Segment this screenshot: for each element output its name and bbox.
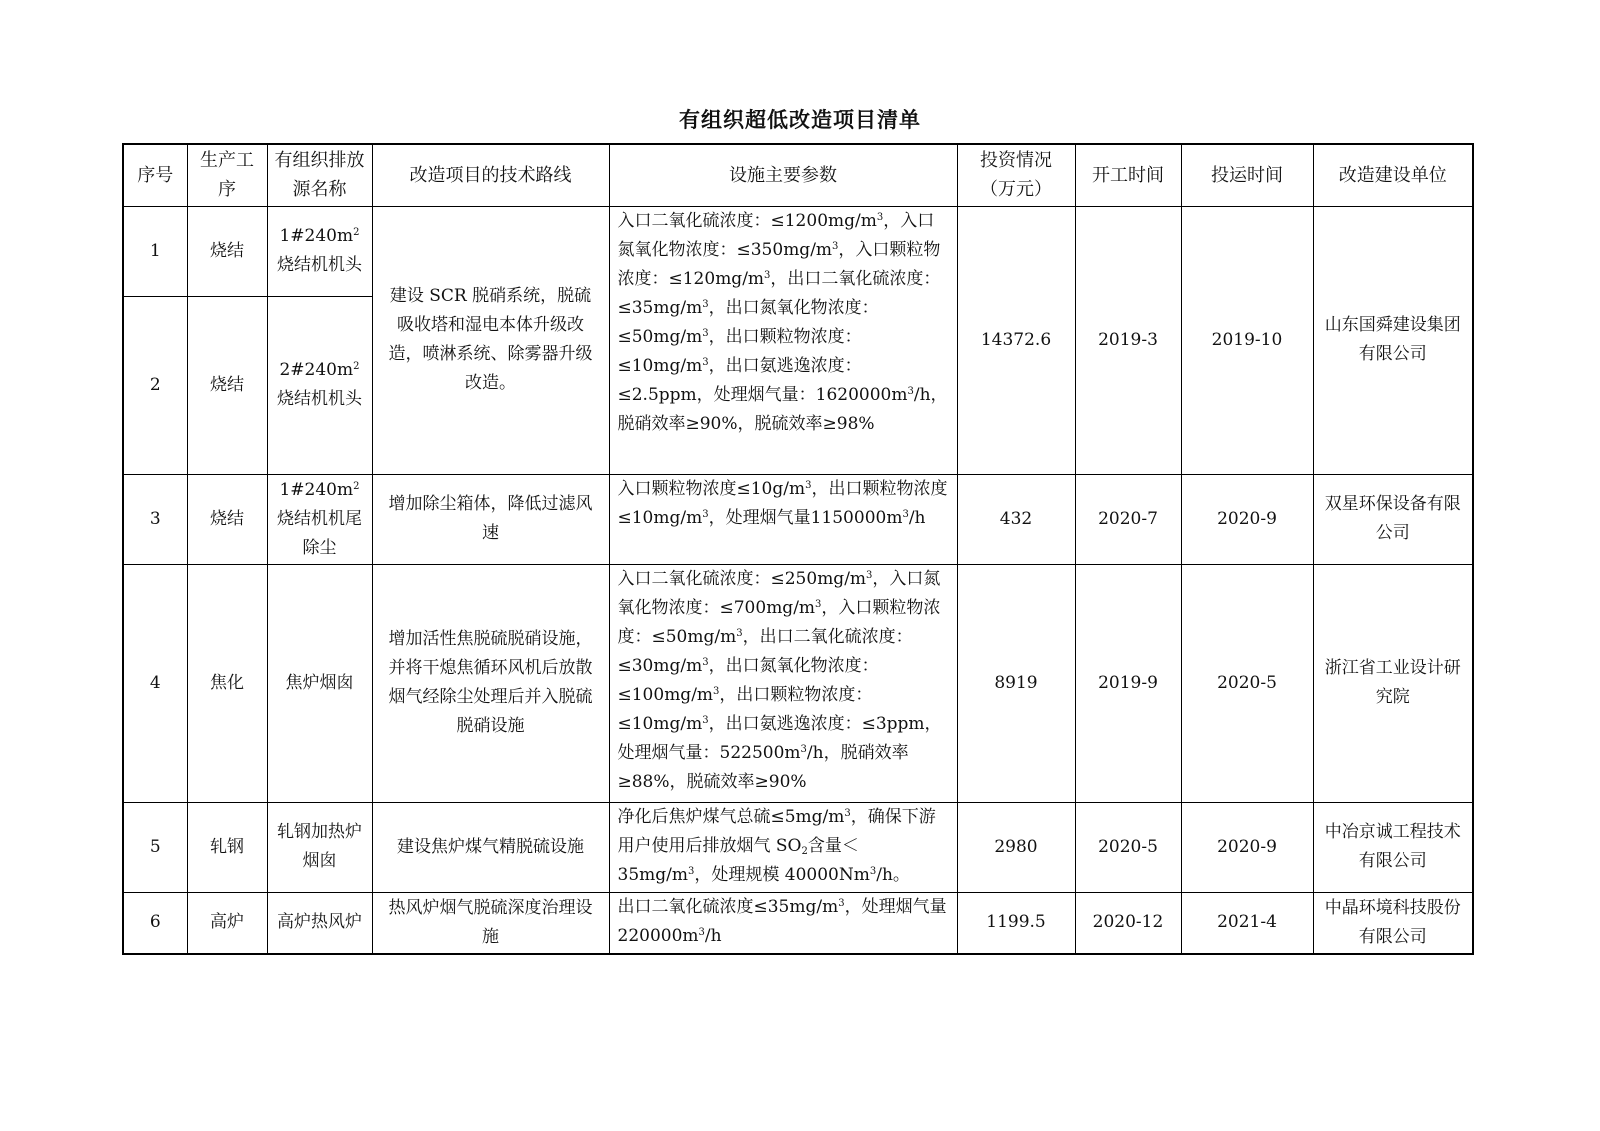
params-text: ，入口氮氧化物浓度：≤700mg/m	[617, 568, 941, 618]
cell-process: 焦化	[187, 564, 267, 802]
col-header-no: 序号	[123, 144, 187, 206]
cell-source: 高炉热风炉	[267, 892, 372, 954]
cell-investment: 432	[957, 474, 1075, 564]
params-text: ，入口颗粒物浓度：≤50mg/m	[617, 597, 941, 647]
superscript: 3	[800, 743, 807, 755]
col-header-params: 设施主要参数	[609, 144, 957, 206]
table-row-6	[123, 892, 1473, 954]
superscript: 3	[844, 807, 851, 819]
cell-process: 轧钢	[187, 802, 267, 892]
params-text: ，出口二氧化硫浓度：≤30mg/m	[617, 626, 913, 676]
params-text: 出口二氧化硫浓度≤35mg/m	[617, 896, 839, 917]
superscript: 3	[702, 298, 709, 310]
cell-source	[267, 296, 372, 474]
cell-start: 2019-9	[1075, 564, 1181, 802]
cell-params	[609, 564, 957, 802]
cell-operation: 2019-10	[1181, 206, 1313, 474]
params-text: /h，脱硝效率≥90%，脱硫效率≥98%	[617, 384, 948, 434]
cell-params	[609, 474, 957, 564]
params-text: ，出口氨逃逸浓度：≤2.5ppm，处理烟气量：1620000m	[617, 355, 908, 405]
cell-investment: 1199.5	[957, 892, 1075, 954]
col-header-contractor: 改造建设单位	[1313, 144, 1473, 206]
params-text: 入口二氧化硫浓度：≤250mg/m	[617, 568, 867, 589]
cell-process: 烧结	[187, 296, 267, 474]
cell-no: 3	[123, 474, 187, 564]
cell-source: 焦炉烟囱	[267, 564, 372, 802]
cell-source: 轧钢加热炉烟囱	[267, 802, 372, 892]
cell-no: 6	[123, 892, 187, 954]
superscript: 3	[838, 897, 845, 909]
params-text: ，处理烟气量 220000m	[617, 896, 947, 946]
col-header-process: 生产工序	[187, 144, 267, 206]
cell-process: 高炉	[187, 892, 267, 954]
project-table	[122, 143, 1474, 955]
cell-contractor: 中冶京诚工程技术有限公司	[1313, 802, 1473, 892]
params-text: /h。	[876, 864, 910, 885]
source-part: 1#240m	[279, 226, 354, 246]
superscript: 3	[764, 269, 771, 281]
superscript: 3	[702, 327, 709, 339]
cell-route: 增加除尘箱体，降低过滤风速	[372, 474, 609, 564]
cell-start: 2020-7	[1075, 474, 1181, 564]
cell-params	[609, 892, 957, 954]
source-sup: 2	[353, 361, 360, 372]
cell-operation: 2020-9	[1181, 474, 1313, 564]
col-header-start: 开工时间	[1075, 144, 1181, 206]
cell-contractor: 山东国舜建设集团有限公司	[1313, 206, 1473, 474]
cell-operation: 2020-9	[1181, 802, 1313, 892]
superscript: 3	[736, 627, 743, 639]
superscript: 3	[907, 385, 914, 397]
superscript: 3	[702, 356, 709, 368]
params-text: ，处理规模 40000Nm	[694, 864, 870, 885]
params-text: /h	[908, 507, 926, 528]
source-sup: 2	[353, 480, 360, 492]
params-text: ，出口二氧化硫浓度：≤35mg/m	[617, 268, 941, 318]
params-text: ，出口颗粒物浓度：≤10mg/m	[617, 684, 873, 734]
cell-params	[609, 206, 957, 474]
col-header-source: 有组织排放源名称	[267, 144, 372, 206]
cell-route: 热风炉烟气脱硫深度治理设施	[372, 892, 609, 954]
table-row-3	[123, 474, 1473, 564]
params-text: 含量＜35mg/m	[617, 835, 859, 885]
cell-operation: 2020-5	[1181, 564, 1313, 802]
cell-investment: 8919	[957, 564, 1075, 802]
params-text: ，入口氮氧化物浓度：≤350mg/m	[617, 210, 935, 260]
cell-contractor: 双星环保设备有限公司	[1313, 474, 1473, 564]
params-text: ，出口颗粒物浓度≤10mg/m	[617, 478, 948, 528]
source-part: 烧结机机头	[277, 389, 362, 409]
cell-process: 烧结	[187, 206, 267, 296]
superscript: 3	[713, 685, 720, 697]
table-row-4	[123, 564, 1473, 802]
cell-start: 2020-12	[1075, 892, 1181, 954]
cell-start: 2019-3	[1075, 206, 1181, 474]
params-text: ，入口颗粒物浓度：≤120mg/m	[617, 239, 941, 289]
superscript: 3	[876, 211, 884, 223]
col-header-operation: 投运时间	[1181, 144, 1313, 206]
cell-no: 4	[123, 564, 187, 802]
params-text: ，出口颗粒物浓度：≤10mg/m	[617, 326, 862, 376]
cell-investment: 2980	[957, 802, 1075, 892]
cell-route: 建设焦炉煤气精脱硫设施	[372, 802, 609, 892]
superscript: 3	[687, 865, 695, 877]
superscript: 3	[698, 926, 705, 938]
col-header-investment: 投资情况（万元）	[957, 144, 1075, 206]
cell-route: 增加活性焦脱硫脱硝设施，并将干熄焦循环风机后放散烟气经除尘处理后并入脱硫脱硝设施	[372, 564, 609, 802]
params-text: 入口颗粒物浓度≤10g/m	[617, 478, 806, 499]
header-row	[123, 144, 1473, 206]
params-text: 入口二氧化硫浓度：≤1200mg/m	[617, 210, 877, 231]
cell-start: 2020-5	[1075, 802, 1181, 892]
subscript: 2	[801, 845, 808, 857]
cell-route: 建设 SCR 脱硝系统，脱硫吸收塔和湿电本体升级改造，喷淋系统、除雾器升级改造。	[372, 206, 609, 474]
source-part: 2#240m	[279, 360, 354, 380]
params-text: /h	[704, 925, 722, 946]
cell-contractor: 浙江省工业设计研究院	[1313, 564, 1473, 802]
cell-investment: 14372.6	[957, 206, 1075, 474]
cell-source	[267, 474, 372, 564]
superscript: 3	[869, 865, 877, 877]
superscript: 3	[866, 569, 873, 581]
cell-no: 2	[123, 296, 187, 474]
superscript: 3	[832, 240, 839, 252]
superscript: 3	[702, 714, 709, 726]
table-row-5	[123, 802, 1473, 892]
cell-process: 烧结	[187, 474, 267, 564]
col-header-route: 改造项目的技术路线	[372, 144, 609, 206]
params-text: ，出口氮氧化物浓度：≤100mg/m	[617, 655, 879, 705]
page-title: 有组织超低改造项目清单	[679, 108, 921, 132]
cell-operation: 2021-4	[1181, 892, 1313, 954]
source-part: 1#240m	[279, 479, 354, 500]
superscript: 3	[902, 508, 909, 520]
table-row-1	[123, 206, 1473, 296]
source-part: 烧结机机尾除尘	[277, 508, 362, 558]
superscript: 3	[702, 656, 709, 668]
params-text: ，出口氮氧化物浓度：≤50mg/m	[617, 297, 879, 347]
params-text: 净化后焦炉煤气总硫≤5mg/m	[617, 806, 845, 827]
params-text: /h，脱硝效率≥88%，脱硫效率≥90%	[617, 742, 909, 792]
superscript: 3	[805, 479, 812, 491]
cell-no: 1	[123, 206, 187, 296]
params-text: ，出口氨逃逸浓度：≤3ppm，处理烟气量：522500m	[617, 713, 942, 763]
cell-params	[609, 802, 957, 892]
params-text: ，确保下游用户使用后排放烟气 SO	[617, 806, 936, 856]
params-text: ，处理烟气量1150000m	[708, 507, 903, 528]
superscript: 3	[702, 508, 709, 520]
cell-source	[267, 206, 372, 296]
superscript: 3	[815, 598, 822, 610]
cell-contractor: 中晶环境科技股份有限公司	[1313, 892, 1473, 954]
source-sup: 2	[353, 227, 360, 238]
cell-no: 5	[123, 802, 187, 892]
source-part: 烧结机机头	[277, 255, 362, 275]
